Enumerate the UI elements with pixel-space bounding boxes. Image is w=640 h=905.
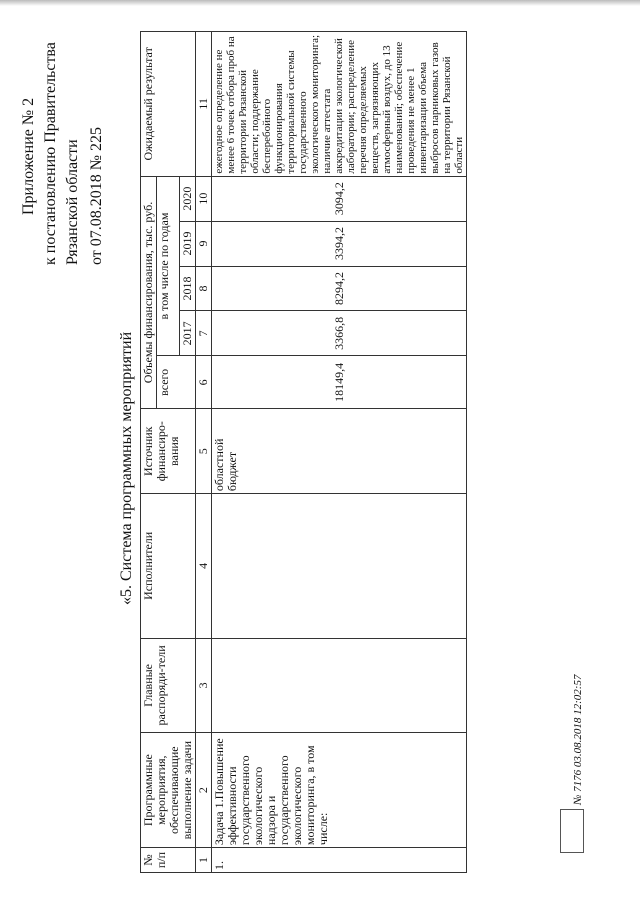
head-incl-years: в том числе по годам [157, 176, 180, 356]
colnum-1: 1 [196, 848, 212, 873]
head-funding: Объемы финансирования, тыс. руб. [141, 176, 157, 409]
head-2019: 2019 [180, 221, 196, 266]
head-executors: Исполнители [141, 494, 196, 638]
row-total: 18149,4 [212, 356, 467, 409]
head-measures: Программные мероприятия, обеспечивающие выполнение задачи [141, 733, 196, 848]
row-managers [212, 638, 467, 733]
colnum-8: 8 [196, 266, 212, 311]
row-result: ежегодное определение не менее 6 точек отбора проб на территории Рязанской области; поддержание бесперебойного функционирования территориальной системы государственного экологического мониторинга; наличие аттестата аккредитации экологической лаборатории; распределение перечня определяемых веществ, загрязняющих атмосферный воздух, до 13 наименований; обеспечение проведения не менее 1 инвентаризации объема выбросов парниковых газов на территории Рязанской области [212, 32, 467, 177]
colnum-5: 5 [196, 409, 212, 494]
row-executors [212, 494, 467, 638]
head-result: Ожидаемый результат [141, 32, 196, 177]
row-measure: Задача 1.Повышение эффективности государственного экологического надзора и государственного экологического мониторинга, в том числе: [212, 733, 467, 848]
colnum-4: 4 [196, 494, 212, 638]
decree-ref: к постановлению Правительства [42, 42, 59, 265]
colnum-11: 11 [196, 32, 212, 177]
section-title: «5. Система программных мероприятий [118, 331, 135, 605]
colnum-9: 9 [196, 221, 212, 266]
colnum-10: 10 [196, 176, 212, 221]
colnum-2: 2 [196, 733, 212, 848]
head-managers: Главные распоряди-тели [141, 638, 196, 733]
head-num: № п/п [141, 848, 196, 873]
measures-table [140, 31, 467, 873]
appendix-label: Приложение № 2 [20, 97, 37, 215]
head-source: Источник финансиро-вания [141, 409, 196, 494]
row-2019: 3394,2 [212, 221, 467, 266]
row-source: областной бюджет [212, 409, 467, 494]
row-2020: 3094,2 [212, 176, 467, 221]
head-2020: 2020 [180, 176, 196, 221]
registration-logo [560, 809, 584, 853]
registration-stamp: № 7176 03.08.2018 12:02:57 [572, 674, 584, 805]
colnum-3: 3 [196, 638, 212, 733]
row-2017: 3366,8 [212, 311, 467, 356]
colnum-7: 7 [196, 311, 212, 356]
head-total: всего [157, 356, 196, 409]
row-2018: 8294,2 [212, 266, 467, 311]
row-num: 1. [212, 848, 467, 873]
head-2018: 2018 [180, 266, 196, 311]
head-2017: 2017 [180, 311, 196, 356]
colnum-6: 6 [196, 356, 212, 409]
region-ref: Рязанской области [64, 139, 81, 265]
decree-date: от 07.08.2018 № 225 [88, 126, 105, 265]
